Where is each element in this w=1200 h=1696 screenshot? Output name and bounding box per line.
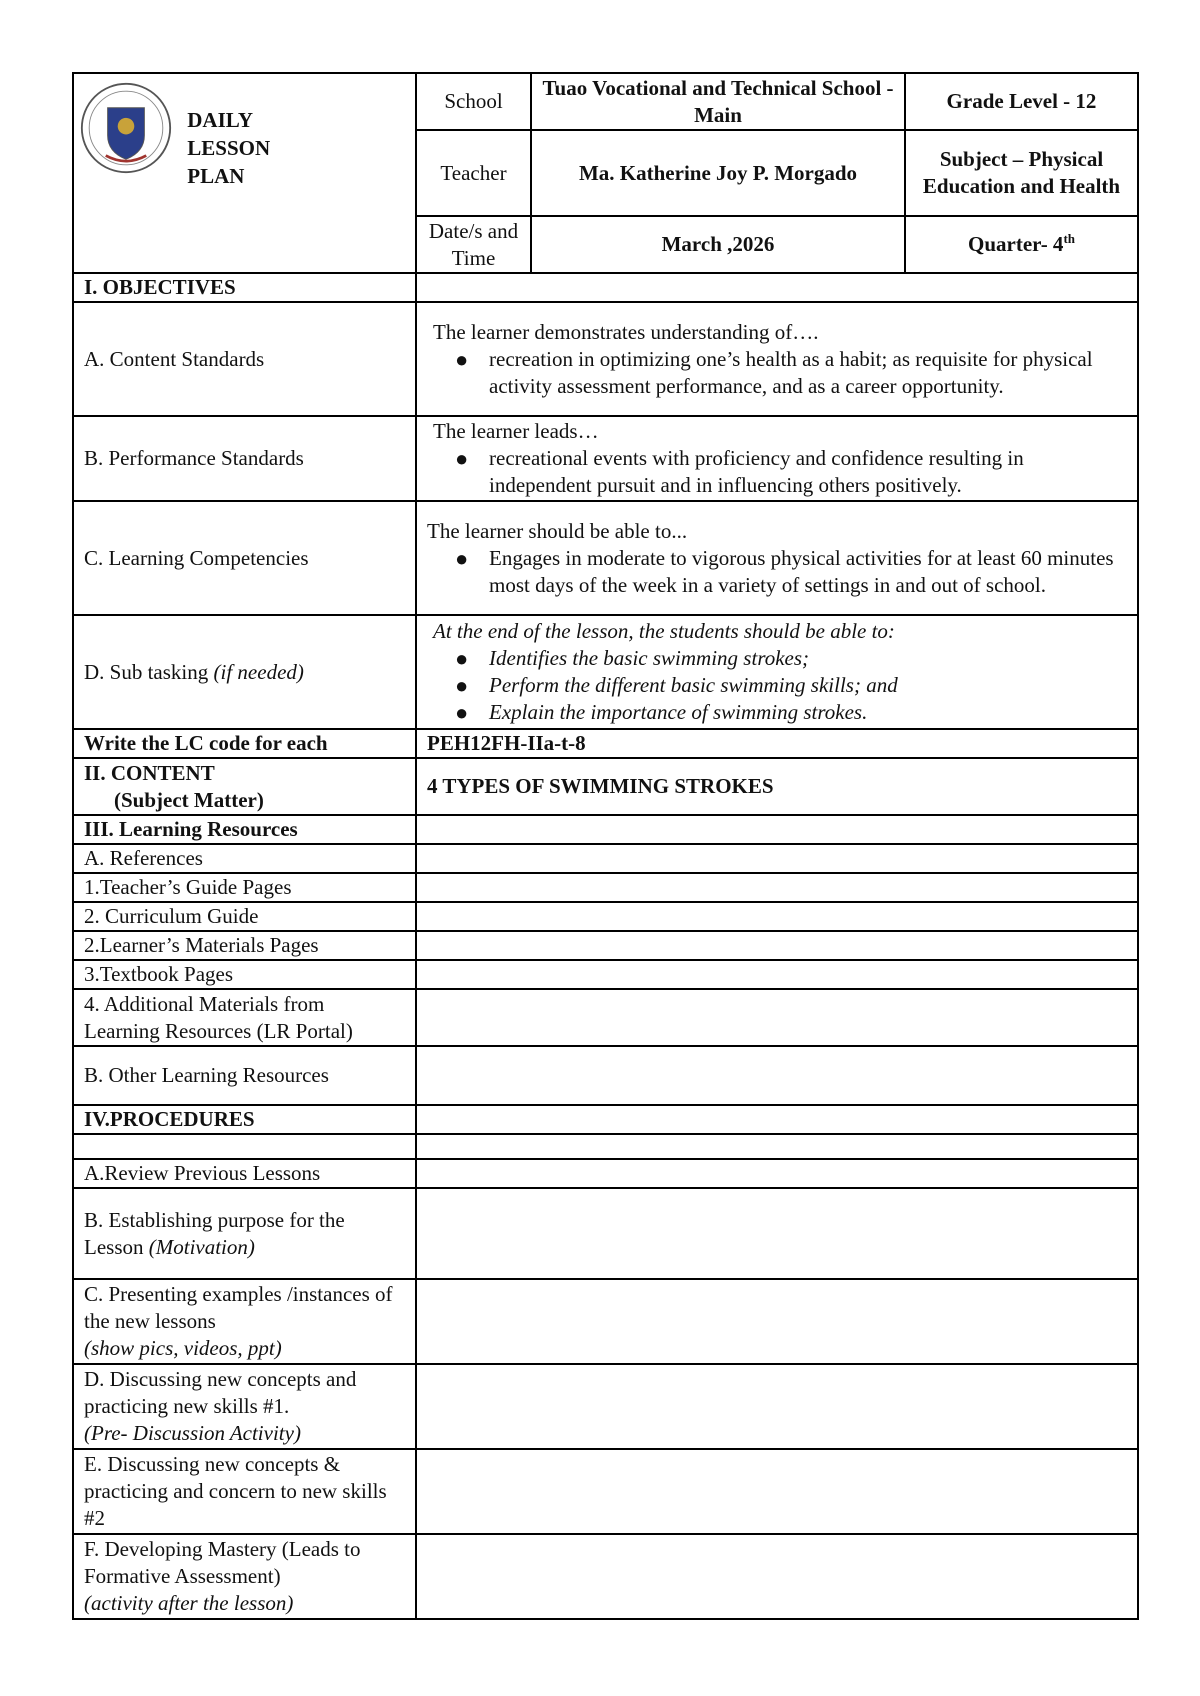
performance-standards-cell — [416, 416, 1138, 501]
mastery-label — [73, 1534, 416, 1619]
empty-cell — [416, 815, 1138, 844]
lc-code-value: PEH12FH-IIa-t-8 — [416, 729, 1138, 758]
establishing-label — [73, 1188, 416, 1279]
discussing1-italic: (Pre- Discussion Activity) — [84, 1421, 301, 1445]
empty-cell — [416, 1364, 1138, 1449]
empty-cell — [416, 1534, 1138, 1619]
performance-standards-label: B. Performance Standards — [73, 416, 416, 501]
learning-competencies-lead: The learner should be able to... — [427, 518, 688, 543]
subject-value: Subject – Physical Education and Health — [905, 130, 1138, 216]
empty-cell — [416, 1188, 1138, 1279]
presenting-text: C. Presenting examples /instances of the new lessons — [84, 1282, 393, 1333]
list-item: ● Engages in moderate to vigorous physical activities for at least 60 minutes most days of the week in a variety of settings in and out of school. — [489, 545, 1127, 599]
resource-item: 2. Curriculum Guide — [73, 902, 416, 931]
teacher-value: Ma. Katherine Joy P. Morgado — [531, 130, 905, 216]
content-standards-list — [427, 346, 1127, 400]
establishing-italic: (Motivation) — [148, 1234, 255, 1259]
content-standards-cell — [416, 302, 1138, 416]
dlp-title-line: DAILY — [187, 108, 253, 132]
content-label — [73, 758, 416, 815]
performance-standards-lead: The learner leads… — [433, 419, 599, 443]
resource-item: 4. Additional Materials from Learning Resources (LR Portal) — [73, 989, 416, 1046]
date-label: Date/s and Time — [416, 216, 531, 273]
lesson-plan-page — [72, 72, 1137, 1620]
school-label: School — [416, 73, 531, 130]
school-value: Tuao Vocational and Technical School - Main — [531, 73, 905, 130]
sub-tasking-lead: At the end of the lesson, the students should be able to: — [433, 619, 895, 643]
procedures-heading: IV.PROCEDURES — [73, 1105, 416, 1134]
mastery-text: F. Developing Mastery (Leads to Formative Assessment) — [84, 1537, 361, 1588]
sub-tasking-text: D. Sub tasking — [84, 659, 209, 684]
quarter-sup: th — [1063, 231, 1075, 246]
sub-tasking-label — [73, 615, 416, 729]
grade-level: Grade Level - 12 — [905, 73, 1138, 130]
sub-tasking-italic: (if needed) — [213, 659, 304, 684]
sub-tasking-cell — [416, 615, 1138, 729]
quarter-value — [905, 216, 1138, 273]
content-label-line: (Subject Matter) — [114, 787, 264, 812]
empty-cell — [416, 989, 1138, 1046]
list-item: ● Identifies the basic swimming strokes; — [489, 645, 1127, 672]
empty-cell — [416, 931, 1138, 960]
empty-cell — [416, 1159, 1138, 1188]
content-label-line: II. CONTENT — [84, 760, 215, 785]
discussing2-label — [73, 1449, 416, 1534]
deped-seal-icon — [80, 82, 172, 174]
empty-cell — [416, 902, 1138, 931]
discussing1-label — [73, 1364, 416, 1449]
objectives-heading: I. OBJECTIVES — [73, 273, 416, 302]
lesson-plan-table — [72, 72, 1139, 1620]
presenting-italic: (show pics, videos, ppt) — [84, 1336, 282, 1360]
quarter-text: Quarter- 4 — [968, 232, 1064, 256]
sub-tasking-list — [427, 645, 1127, 726]
list-item: ● Explain the importance of swimming strokes. — [489, 699, 1127, 726]
discussing2-text: E. Discussing new concepts & practicing and concern to new skills #2 — [84, 1452, 387, 1530]
resources-heading: III. Learning Resources — [73, 815, 416, 844]
resource-item: B. Other Learning Resources — [73, 1046, 416, 1105]
empty-cell — [73, 1134, 416, 1159]
establishing-text: B. Establishing purpose for the Lesson — [84, 1207, 345, 1259]
resource-item: 2.Learner’s Materials Pages — [73, 931, 416, 960]
list-item: ● Perform the different basic swimming skills; and — [489, 672, 1127, 699]
resource-item: 3.Textbook Pages — [73, 960, 416, 989]
list-item: ● recreational events with proficiency and confidence resulting in independent pursuit and in influencing others positively. — [489, 445, 1127, 499]
dlp-title-line: PLAN — [187, 164, 245, 188]
empty-cell — [416, 844, 1138, 873]
learning-competencies-label: C. Learning Competencies — [73, 501, 416, 615]
empty-cell — [416, 1105, 1138, 1134]
discussing1-text: D. Discussing new concepts and practicing new skills #1. — [84, 1367, 357, 1418]
lc-code-label: Write the LC code for each — [73, 729, 416, 758]
resource-item: 1.Teacher’s Guide Pages — [73, 873, 416, 902]
presenting-label — [73, 1279, 416, 1364]
empty-cell — [416, 273, 1138, 302]
empty-cell — [416, 1449, 1138, 1534]
learning-competencies-list — [427, 545, 1127, 599]
content-standards-label: A. Content Standards — [73, 302, 416, 416]
performance-standards-list — [427, 445, 1127, 499]
content-value: 4 TYPES OF SWIMMING STROKES — [416, 758, 1138, 815]
empty-cell — [416, 1279, 1138, 1364]
resource-item: A. References — [73, 844, 416, 873]
empty-cell — [416, 873, 1138, 902]
date-value: March ,2026 — [531, 216, 905, 273]
mastery-italic: (activity after the lesson) — [84, 1591, 294, 1615]
dlp-title-line: LESSON — [187, 136, 271, 160]
header-brand-cell — [73, 73, 416, 273]
content-standards-lead: The learner demonstrates understanding of…. — [433, 319, 819, 344]
learning-competencies-cell — [416, 501, 1138, 615]
empty-cell — [416, 1046, 1138, 1105]
dlp-title — [187, 106, 270, 190]
review-label: A.Review Previous Lessons — [73, 1159, 416, 1188]
list-item: ● recreation in optimizing one’s health as a habit; as requisite for physical activity assessment performance, and as a career opportunity. — [489, 346, 1127, 400]
teacher-label: Teacher — [416, 130, 531, 216]
empty-cell — [416, 960, 1138, 989]
empty-cell — [416, 1134, 1138, 1159]
